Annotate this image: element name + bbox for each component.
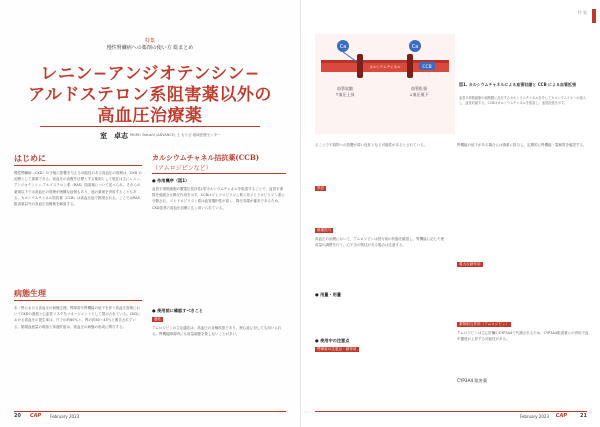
label-interactions: 薬物相互作用（アムロジピン） [459, 322, 510, 326]
careful-admin-body: 高血圧の治療において、アムロジピンは投与前の状態を確認し、腎機能に応じた使用量の調整を行う。心不全の既往がある場合は注意する。 [315, 237, 445, 248]
section-rule [152, 173, 286, 174]
intro-body: 慢性腎臓病（CKD）の予後に影響を与える可能性のある高血圧の管理は、CKD の治療として重要である。高血圧の治療を目標とする薬剤として現在は主にレニン-アンジオテンシン-アルドステロン系（RAS）阻害薬について述べられ、それらの薬剤以下では高血圧の管理が困難な症例もあり、他の薬剤を併用することもある。カルシウムチャネル拮抗薬（CCB）は高血圧症で推奨される。ここではRAS阻害薬以外の高血圧治療薬を解説する。 [14, 171, 142, 207]
indication-body: アムロジピンの主な適応は、高血圧の各種疾患であり、狭心症に対しても用いられる。腎機能障害時にも用量調節を要しないことが多い。 [152, 326, 282, 337]
label-contraindication: 禁忌 [317, 186, 325, 190]
brand-logo: CAP [30, 413, 42, 419]
running-header: 特 集 [577, 10, 587, 15]
header-accent-bar [592, 9, 596, 23]
interactions-body: アムロジピンは主に肝臓のCYP3A4で代謝されるため、CYP3A4阻害薬との併用で血中濃度が上昇する可能性がある。 [457, 331, 589, 342]
section-heading-ccb: カルシウムチャネル拮抗薬(CCB) [152, 153, 260, 162]
page-number: 20 [14, 413, 21, 419]
caption-dilation: 血管拡張 [411, 86, 427, 91]
label-serious-adverse: 重大な副作用 [459, 262, 481, 266]
caption-contraction: 血管収縮 [337, 86, 353, 91]
label-careful-admin: 慎重投与 [317, 228, 332, 232]
issue-date: February 2023 [50, 414, 80, 419]
section-rule [14, 165, 142, 166]
subheading-precautions: ● 使用中の注意点 [315, 338, 350, 343]
ca-label-right: Ca [411, 44, 419, 50]
right-page [300, 0, 600, 427]
channel-left [357, 54, 363, 78]
col4-body: 腎機能の低下がある場合には慎重に投与し、定期的に腎機能・電解質を確認する。 [457, 143, 587, 147]
ca-label-left: Ca [339, 44, 347, 50]
article-title-line-1: レニン−アンジオテンシン− [40, 64, 260, 84]
figure-calcium-channel [315, 34, 455, 134]
footer-rule [315, 411, 587, 412]
ccb-label: CCB [422, 65, 432, 70]
brand-logo: CAP [555, 413, 567, 419]
page-number: 21 [580, 413, 587, 419]
figure-description: 血管平滑筋細胞の細胞膜に存在するカルシウムチャネルを介してカルシウムイオンが流入し、血管収縮する。CCBはカルシウムチャネルを阻害し、血管拡張を示す。 [459, 96, 586, 106]
subheading-precheck: ● 使用前に確認すべきこと [152, 308, 204, 313]
kicker-text: 慢性腎臓病への薬剤の使い方 総まとめ [106, 45, 194, 51]
subheading-mechanism: ● 作用機序（図1） [152, 178, 190, 183]
caption-bp-down: ↓血圧低下 [409, 92, 429, 97]
caption-bp-up: ↑血圧上昇 [335, 92, 355, 97]
pathophysiology-body: 末・腎における高血圧の病態生理、腎障害や腎機能の低下を伴う高血圧管理においてCKDの進展と心血管リスクをマネージメントとして提示されている。CKDにおける高血圧の発生率は、尺での約80％と、腎の約40〜45％と報告されている。循環血液量の増加と体液貯留は、高血圧の病態の形成に関与する。 [14, 306, 141, 329]
article-title-line-2: アルドステロン系阻害薬以外の [28, 85, 272, 105]
author-name: 室 卓志 [100, 131, 128, 140]
section-rule [14, 300, 142, 301]
label-indication: 適応 [154, 317, 162, 321]
section-heading-ccb-sub: （アムロジピンなど） [152, 165, 212, 172]
mechanism-body: 血管平滑筋細胞の膜電位依存性L型カルシウムチャネルを阻害することで、血管平滑筋を弛緩させ降圧作用を示す。CCBはジヒドロピリジン系と非ジヒドロピリジン系に分類され、ジヒドロピリジン系は血管選択性が高く、降圧効果が確実であるため、CKD患者の高血圧治療に広く用いられている。 [152, 187, 285, 210]
kicker-tag: 特集 [144, 38, 155, 44]
subheading-dosage: ● 用量・用量 [315, 292, 342, 297]
label-renal-adverse: 腎障害の注意点・副作用 [317, 347, 357, 351]
title-rule [40, 126, 260, 127]
section-heading-intro: はじめに [14, 153, 46, 163]
cyp3a4-label: CYP3A4 阻害薬 [457, 378, 488, 383]
membrane-label: カルシウムチャネル [369, 65, 401, 69]
author-affiliation: MURO Takushi (ADVANCE) 士 もりざ 地域医療センター [130, 133, 221, 137]
figure-title: 図1. カルシウムチャネルによる血管収縮と CCB による血管拡張 [459, 82, 577, 87]
body-continued: ることで不規則への影響が弱い良好となる可能性があるとされている。 [315, 143, 427, 147]
issue-date: February 2023 [519, 414, 549, 419]
channel-right [407, 54, 413, 78]
section-heading-pathophysiology: 病態生理 [14, 288, 46, 298]
footer-rule [14, 411, 286, 412]
article-title-line-3: 高血圧治療薬 [97, 106, 203, 126]
